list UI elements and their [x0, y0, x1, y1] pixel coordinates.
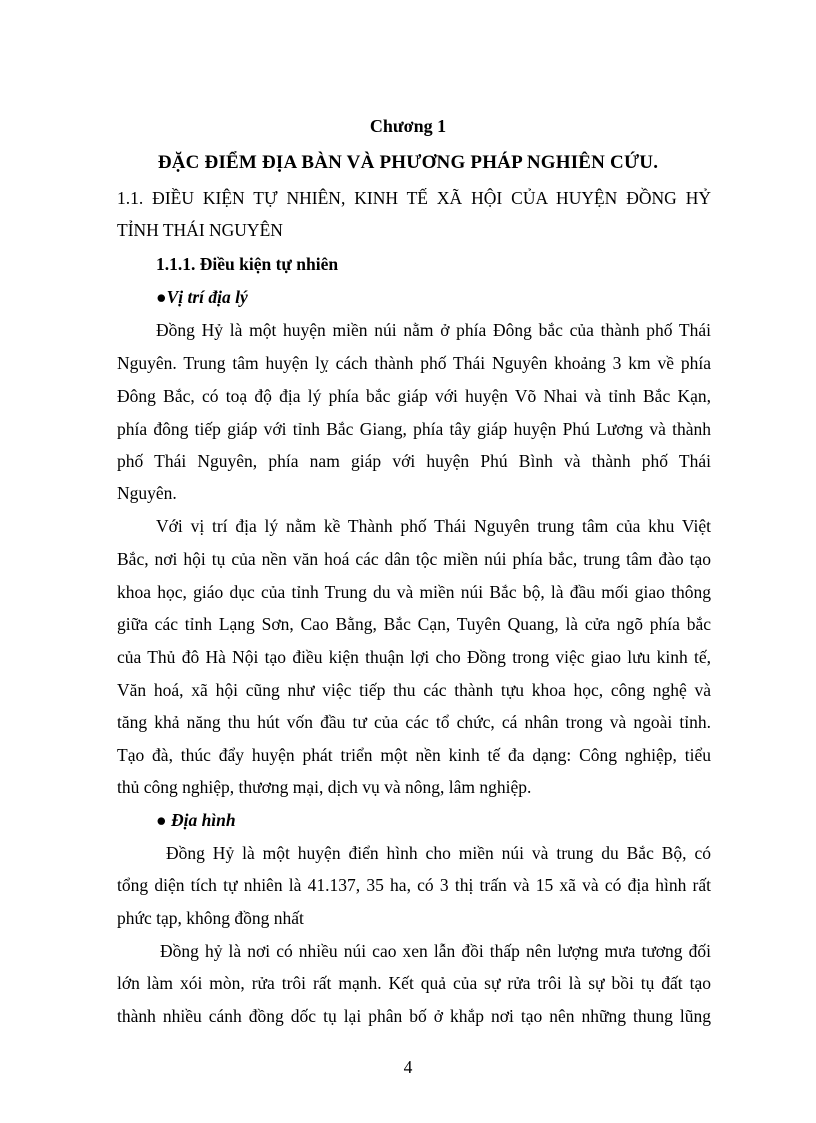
- paragraph-line: Tạo đà, thúc đẩy huyện phát triển một nền kinh tế đa dạng: Công nghiệp, tiểu: [117, 745, 711, 765]
- subsection-heading: 1.1.1. Điều kiện tự nhiên: [156, 254, 339, 274]
- paragraph-line: phía đông tiếp giáp với tỉnh Bắc Giang, phía tây giáp huyện Phú Lương và thành: [117, 419, 711, 439]
- paragraph-line: Nguyên. Trung tâm huyện lỵ cách thành phố Thái Nguyên khoảng 3 km về phía: [117, 353, 711, 373]
- paragraph-line: Đông Bắc, có toạ độ địa lý phía bắc giáp với huyện Võ Nhai và tỉnh Bắc Kạn,: [117, 386, 711, 406]
- section-heading-line-1: 1.1. ĐIỀU KIỆN TỰ NHIÊN, KINH TẾ XÃ HỘI CỦA HUYỆN ĐỒNG HỶ: [117, 188, 711, 208]
- paragraph-line: Đồng Hỷ là một huyện điển hình cho miền núi và trung du Bắc Bộ, có: [166, 843, 711, 863]
- paragraph-line: Đồng Hỷ là một huyện miền núi nằm ở phía Đông bắc của thành phố Thái: [156, 320, 711, 340]
- paragraph-line: của Thủ đô Hà Nội tạo điều kiện thuận lợi cho Đồng trong việc giao lưu kinh tế,: [117, 647, 711, 667]
- paragraph-line: phố Thái Nguyên, phía nam giáp với huyện Phú Bình và thành phố Thái: [117, 451, 711, 471]
- chapter-title: ĐẶC ĐIỂM ĐỊA BÀN VÀ PHƯƠNG PHÁP NGHIÊN CỨU.: [157, 152, 659, 173]
- page-number: 4: [403, 1057, 413, 1077]
- paragraph-line: khoa học, giáo dục của tỉnh Trung du và miền núi Bắc bộ, là đầu mối giao thông: [117, 582, 711, 602]
- section-heading-line-2: TỈNH THÁI NGUYÊN: [117, 220, 283, 240]
- paragraph-line: thủ công nghiệp, thương mại, dịch vụ và nông, lâm nghiệp.: [117, 777, 532, 797]
- paragraph-line: lớn làm xói mòn, rửa trôi rất mạnh. Kết quả của sự rửa trôi là sự bồi tụ đất tạo: [117, 973, 711, 993]
- paragraph-line: thành nhiều cánh đồng dốc tụ lại phân bố ở khắp nơi tạo nên những thung lũng: [117, 1006, 711, 1026]
- bullet-terrain: ● Địa hình: [156, 810, 236, 830]
- paragraph-line: Với vị trí địa lý nằm kề Thành phố Thái Nguyên trung tâm của khu Việt: [156, 516, 711, 536]
- paragraph-line: Bắc, nơi hội tụ của nền văn hoá các dân tộc miền núi phía bắc, trung tâm đào tạo: [117, 549, 711, 569]
- paragraph-line: giữa các tỉnh Lạng Sơn, Cao Bằng, Bắc Cạn, Tuyên Quang, là cửa ngõ phía bắc: [117, 614, 711, 634]
- paragraph-line: Đồng hỷ là nơi có nhiều núi cao xen lẫn đồi thấp nên lượng mưa tương đối: [160, 941, 711, 961]
- paragraph-line: phức tạp, không đồng nhất: [117, 908, 304, 928]
- paragraph-line: tổng diện tích tự nhiên là 41.137, 35 ha, có 3 thị trấn và 15 xã và có địa hình rất: [117, 875, 711, 895]
- bullet-location: ●Vị trí địa lý: [156, 287, 248, 307]
- paragraph-line: Văn hoá, xã hội cũng như việc tiếp thu các thành tựu khoa học, công nghệ và: [117, 680, 711, 700]
- paragraph-line: Nguyên.: [117, 483, 177, 503]
- paragraph-line: tăng khả năng thu hút vốn đầu tư của các tổ chức, cá nhân trong và ngoài tỉnh.: [117, 712, 711, 732]
- chapter-heading: Chương 1: [369, 116, 447, 136]
